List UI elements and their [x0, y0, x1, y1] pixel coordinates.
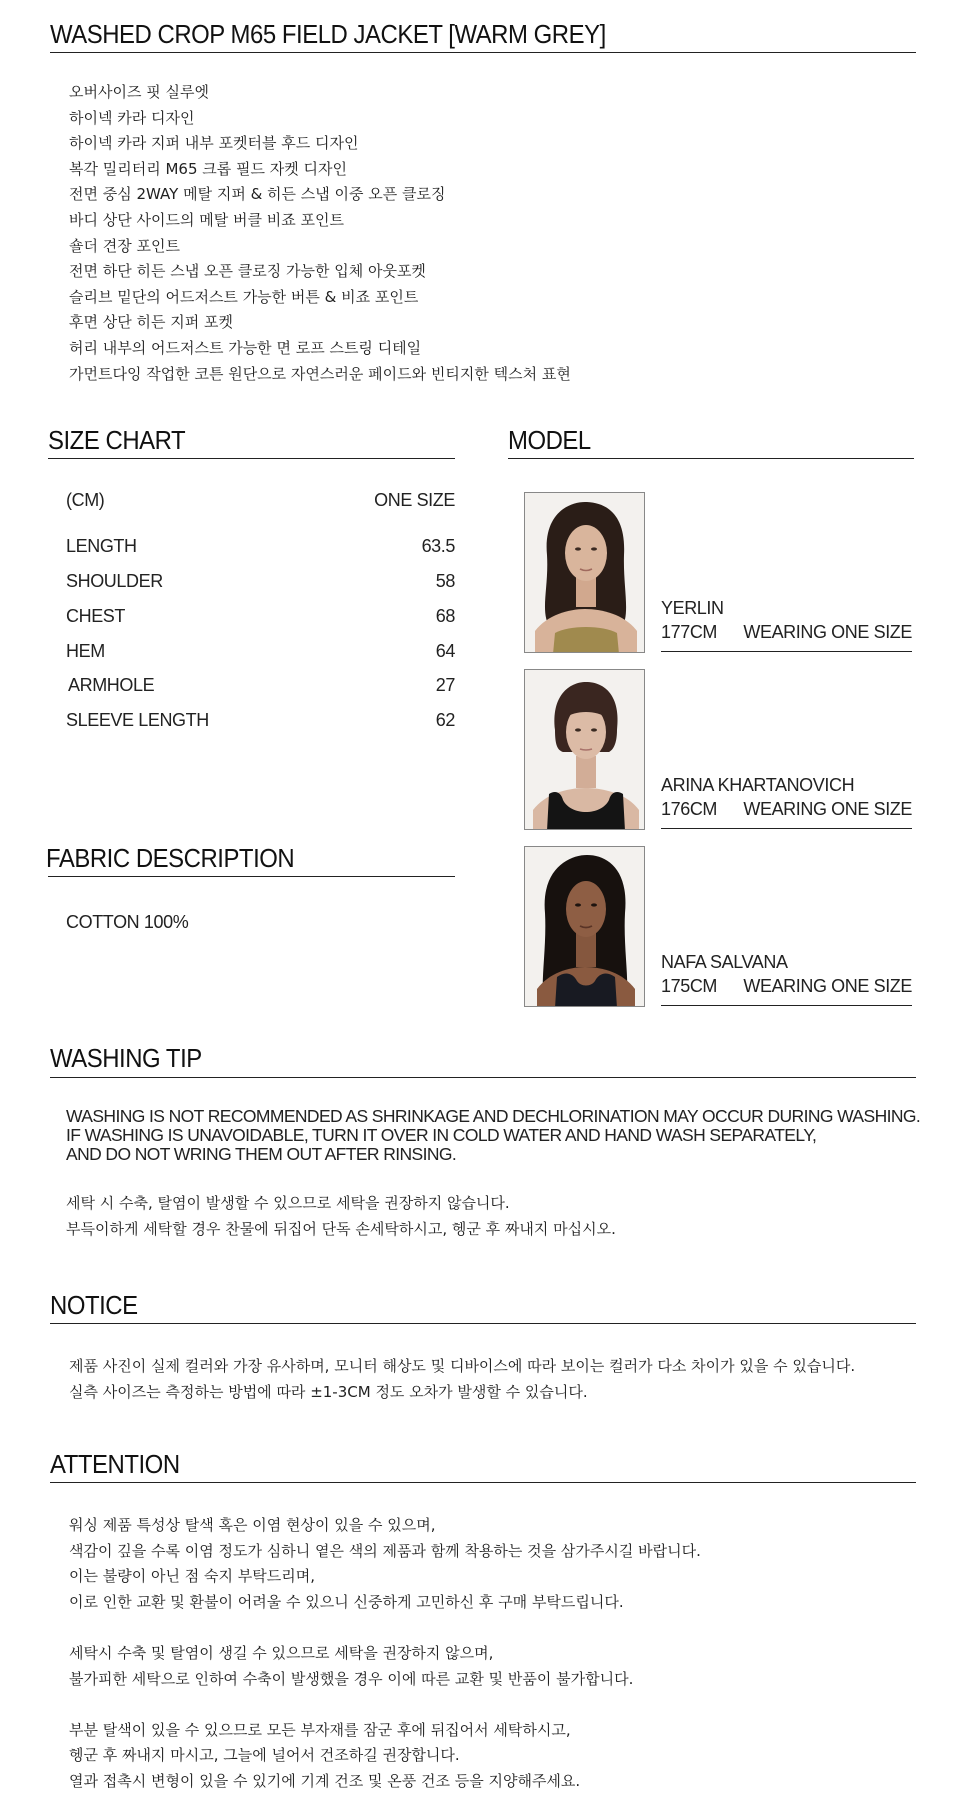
washing-en-text [66, 1107, 920, 1164]
model-wearing: WEARING ONE SIZE [743, 976, 912, 996]
attention-title: ATTENTION [50, 1449, 180, 1479]
feature-item: 복각 밀리터리 M65 크롭 필드 자켓 디자인 [69, 159, 347, 178]
model-height: 175CM [661, 976, 718, 996]
notice-text [69, 1354, 855, 1405]
size-chart-title: SIZE CHART [48, 425, 186, 455]
title-divider [50, 52, 916, 53]
model-portrait [525, 670, 645, 830]
size-label: ONE SIZE [374, 490, 455, 510]
fabric-divider [48, 876, 455, 877]
model-name: ARINA KHARTANOVICH [661, 775, 855, 795]
size-row-value: 58 [435, 571, 455, 591]
attention-text [69, 1513, 701, 1795]
model-height: 177CM [661, 622, 718, 642]
washing-divider [50, 1077, 916, 1078]
size-row-label: SHOULDER [66, 571, 163, 591]
notice-line: 제품 사진이 실제 컬러와 가장 유사하며, 모니터 해상도 및 디바이스에 따라 보이는 컬러가 다소 차이가 있을 수 있습니다. [69, 1357, 856, 1375]
washing-en-line: AND DO NOT WRING THEM OUT AFTER RINSING. [66, 1144, 457, 1164]
model-divider [508, 458, 914, 459]
model-photo [524, 669, 645, 830]
model-photo [524, 492, 645, 653]
model-height: 176CM [661, 799, 718, 819]
fabric-text: COTTON 100% [66, 912, 189, 932]
unit-label: (CM) [66, 490, 105, 510]
paragraph-spacer [69, 1692, 701, 1718]
size-row-label: CHEST [66, 606, 126, 626]
washing-title: WASHING TIP [50, 1043, 202, 1073]
model-wearing: WEARING ONE SIZE [743, 622, 912, 642]
fabric-title: FABRIC DESCRIPTION [46, 843, 295, 873]
feature-item: 하이넥 카라 디자인 [69, 108, 195, 127]
size-chart-divider [48, 458, 455, 459]
feature-item: 전면 중심 2WAY 메탈 지퍼 & 히든 스냅 이중 오픈 클로징 [69, 185, 446, 204]
attention-line: 이는 불량이 아닌 점 숙지 부탁드리며, [69, 1567, 315, 1586]
attention-line: 이로 인한 교환 및 환불이 어려울 수 있으니 신중하게 고민하신 후 구매 부탁드립니다. [69, 1592, 624, 1611]
model-name: NAFA SALVANA [661, 952, 788, 972]
model-title: MODEL [508, 425, 591, 455]
size-row-value: 63.5 [421, 536, 455, 556]
feature-item: 숄더 견장 포인트 [69, 236, 180, 255]
attention-line: 워싱 제품 특성상 탈색 혹은 이염 현상이 있을 수 있으며, [69, 1516, 436, 1534]
model-portrait [525, 493, 645, 653]
model-wearing: WEARING ONE SIZE [743, 799, 912, 819]
size-row-value: 64 [435, 641, 455, 661]
attention-line: 부분 탈색이 있을 수 있으므로 모든 부자재를 잠군 후에 뒤집어서 세탁하시고, [69, 1720, 571, 1739]
feature-item: 바디 상단 사이드의 메탈 버클 비죠 포인트 [69, 210, 344, 229]
washing-ko-line: 부득이하게 세탁할 경우 찬물에 뒤집어 단독 손세탁하시고, 헹군 후 짜내지 마십시오. [66, 1220, 616, 1238]
washing-en-line: IF WASHING IS UNAVOIDABLE, TURN IT OVER IN COLD WATER AND HAND WASH SEPARATELY, [66, 1125, 817, 1145]
attention-divider [50, 1482, 916, 1483]
size-row-label: SLEEVE LENGTH [66, 710, 209, 730]
attention-line: 세탁시 수축 및 탈염이 생길 수 있으므로 세탁을 권장하지 않으며, [69, 1643, 494, 1662]
washing-ko-line: 세탁 시 수축, 탈염이 발생할 수 있으므로 세탁을 권장하지 않습니다. [66, 1194, 510, 1212]
feature-item: 전면 하단 히든 스냅 오픈 클로징 가능한 입체 아웃포켓 [69, 262, 426, 281]
paragraph-spacer [69, 1615, 701, 1641]
notice-title: NOTICE [50, 1290, 138, 1320]
model-divider [661, 651, 912, 652]
washing-ko-text [66, 1190, 616, 1242]
attention-line: 색감이 깊을 수록 이염 정도가 심하니 옅은 색의 제품과 함께 착용하는 것을 삼가주시길 바랍니다. [69, 1541, 701, 1560]
feature-item: 슬리브 밑단의 어드저스트 가능한 버튼 & 비죠 포인트 [69, 287, 419, 306]
notice-divider [50, 1323, 916, 1324]
product-title: WASHED CROP M65 FIELD JACKET [WARM GREY] [50, 19, 606, 49]
size-row-value: 62 [435, 710, 455, 730]
attention-line: 헹군 후 짜내지 마시고, 그늘에 널어서 건조하길 권장합니다. [69, 1746, 460, 1765]
model-top [553, 627, 619, 653]
model-name: YERLIN [661, 598, 724, 618]
feature-item: 오버사이즈 핏 실루엣 [69, 83, 209, 101]
attention-line: 열과 접촉시 변형이 있을 수 있기에 기계 건조 및 온풍 건조 등을 지양해주세요. [69, 1771, 581, 1790]
size-row-label: LENGTH [66, 536, 137, 556]
feature-item: 후면 상단 히든 지퍼 포켓 [69, 313, 233, 332]
feature-list [69, 80, 571, 387]
attention-line: 불가피한 세탁으로 인하여 수축이 발생했을 경우 이에 따른 교환 및 반품이 불가합니다. [69, 1669, 634, 1688]
notice-line: 실측 사이즈는 측정하는 방법에 따라 ±1-3CM 정도 오차가 발생할 수 있습니다. [69, 1382, 588, 1401]
washing-en-line: WASHING IS NOT RECOMMENDED AS SHRINKAGE AND DECHLORINATION MAY OCCUR DURING WASHING. [66, 1106, 921, 1126]
feature-item: 가먼트다잉 작업한 코튼 원단으로 자연스러운 페이드와 빈티지한 텍스처 표현 [69, 364, 571, 383]
model-photo [524, 846, 645, 1007]
size-row-value: 68 [435, 606, 455, 626]
model-portrait [525, 847, 645, 1007]
size-row-label: ARMHOLE [68, 675, 155, 695]
size-row-label: HEM [66, 641, 105, 661]
feature-item: 하이넥 카라 지퍼 내부 포켓터블 후드 디자인 [69, 134, 359, 153]
feature-item: 허리 내부의 어드저스트 가능한 면 로프 스트링 디테일 [69, 338, 422, 357]
model-divider [661, 828, 912, 829]
model-divider [661, 1005, 912, 1006]
size-row-value: 27 [435, 675, 455, 695]
